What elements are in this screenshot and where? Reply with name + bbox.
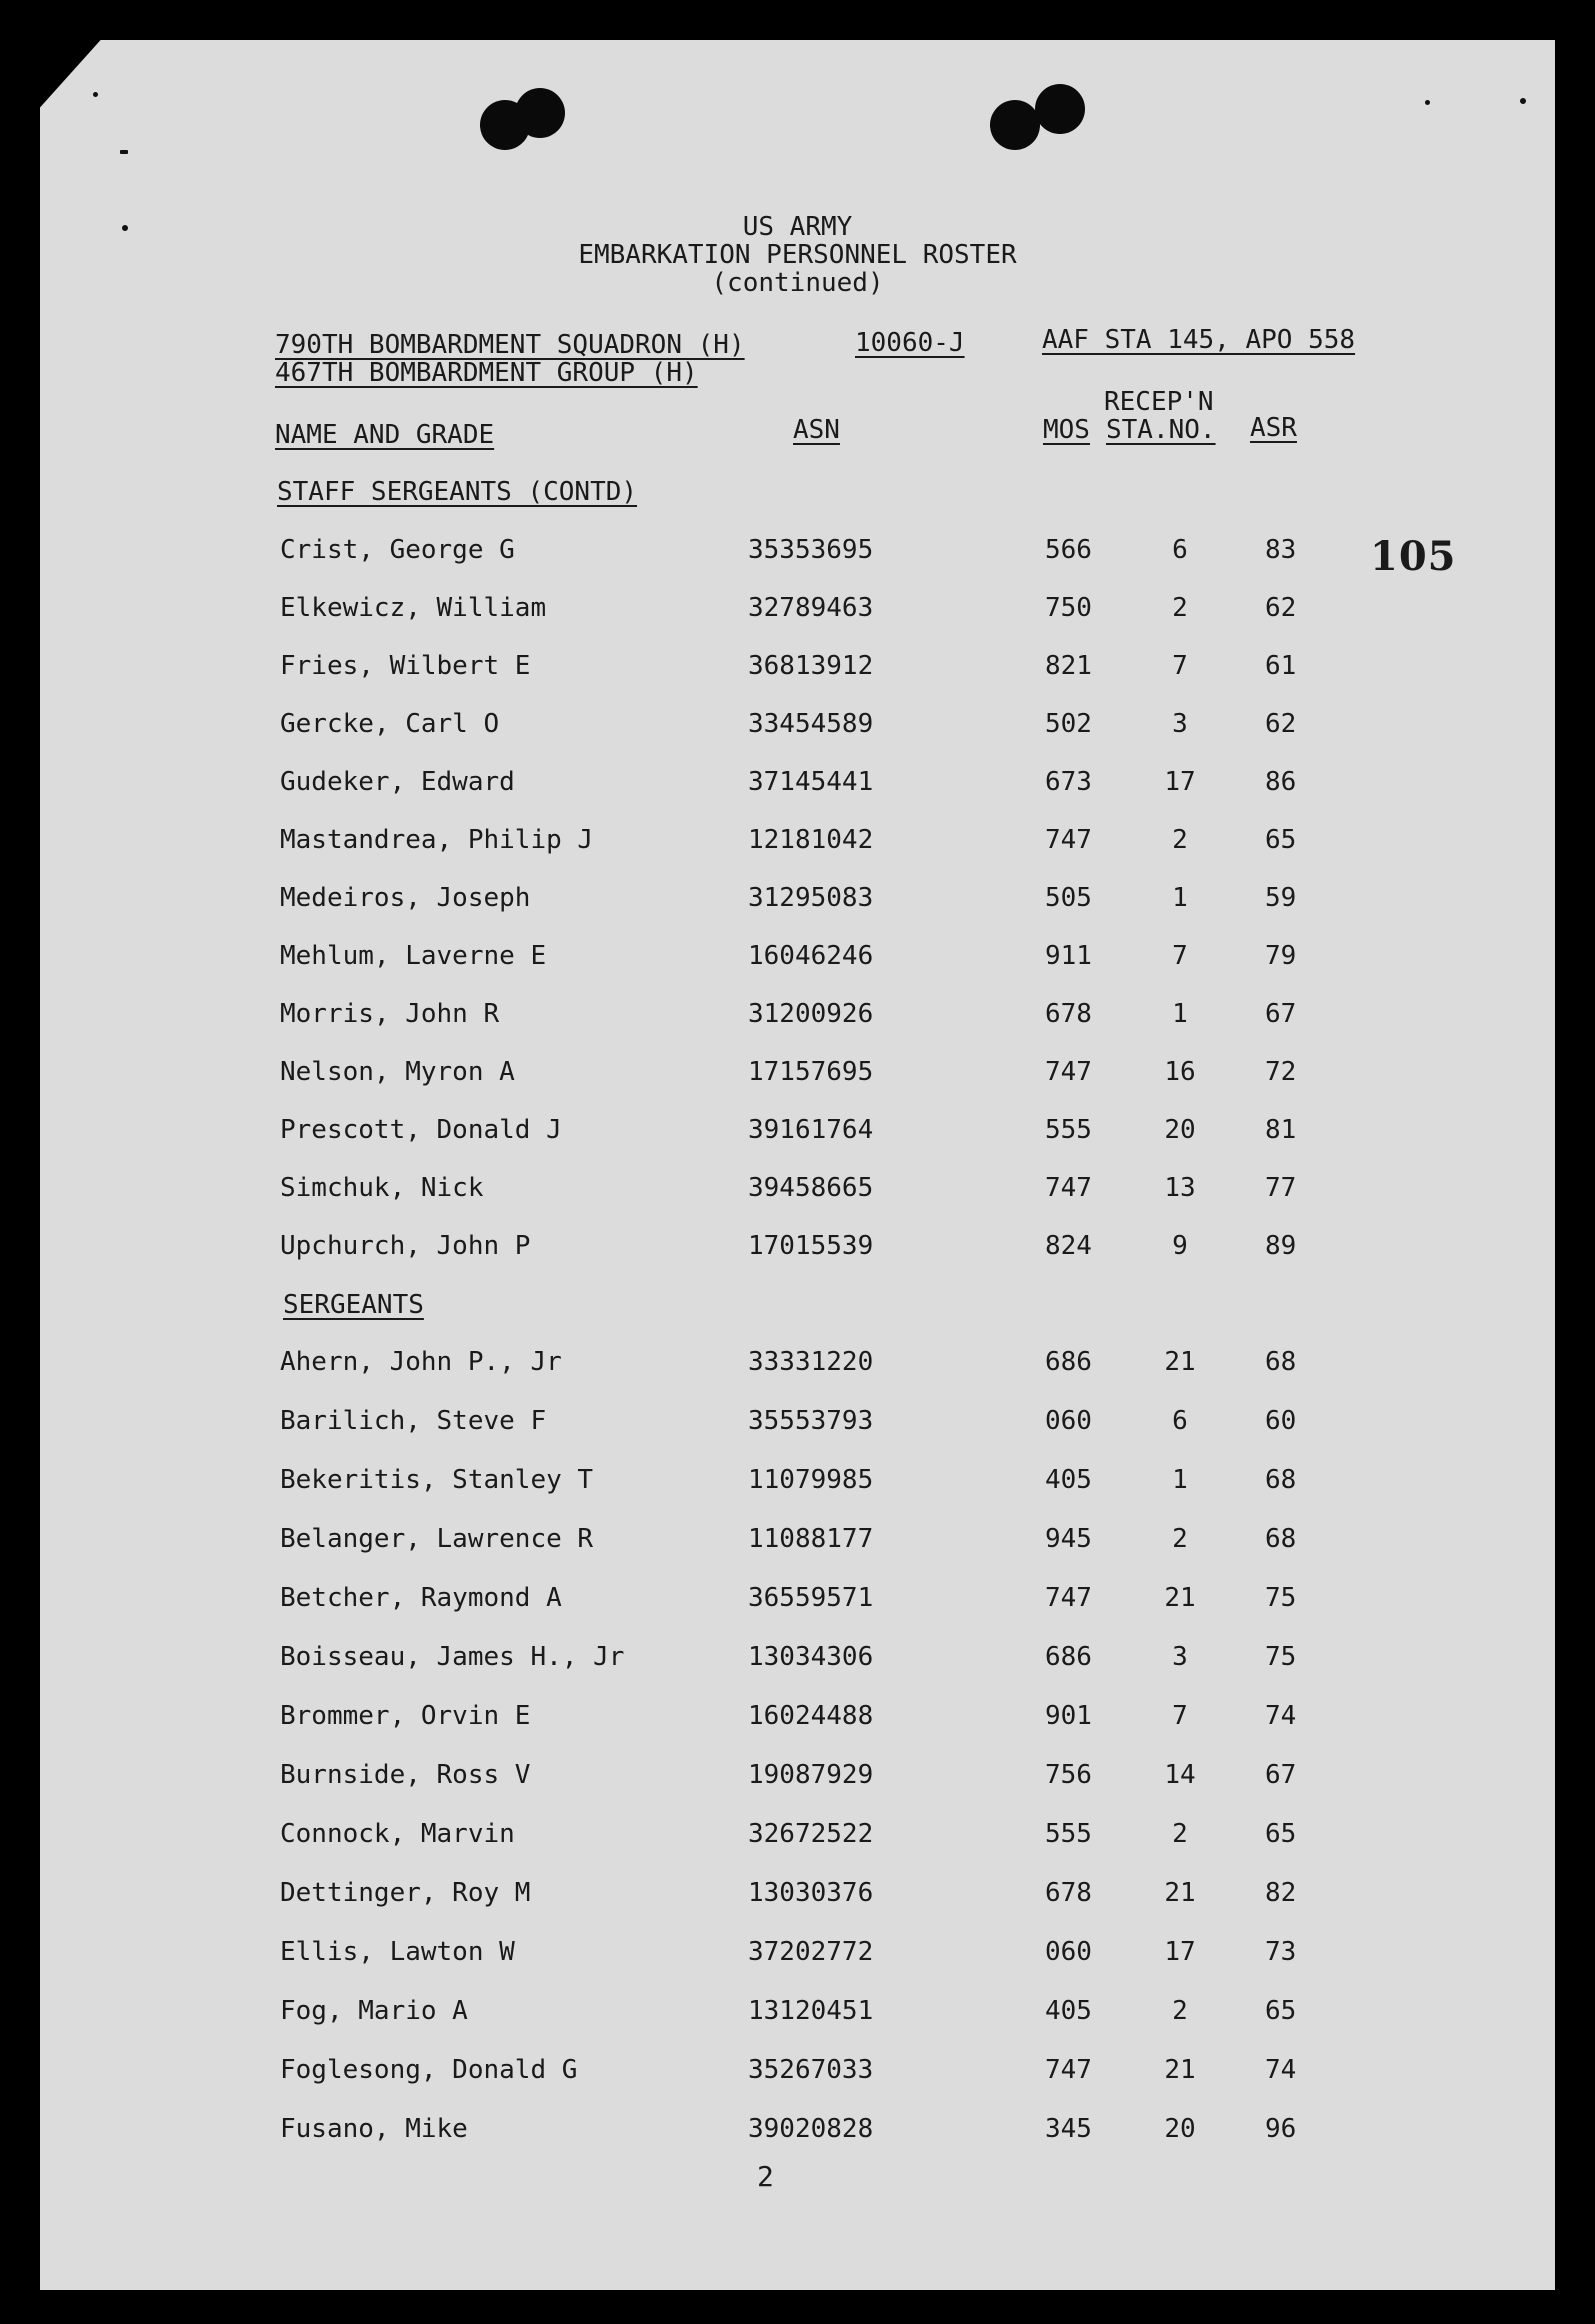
cell-asr: 68 xyxy=(1265,1347,1297,1377)
cell-asn: 33454589 xyxy=(748,709,874,739)
section-title: STAFF SERGEANTS (CONTD) xyxy=(277,477,638,507)
page-number: 2 xyxy=(757,2160,774,2193)
col-header-sta: STA.NO. xyxy=(1106,415,1216,445)
cell-asr: 73 xyxy=(1265,1937,1297,1967)
cell-asr: 75 xyxy=(1265,1642,1297,1672)
cell-sta: 14 xyxy=(1164,1760,1196,1790)
cell-mos: 678 xyxy=(1045,1878,1092,1908)
cell-sta: 13 xyxy=(1164,1173,1196,1203)
cell-name: Betcher, Raymond A xyxy=(280,1583,562,1613)
table-row xyxy=(0,1937,1595,1977)
cell-asn: 39161764 xyxy=(748,1115,874,1145)
cell-asr: 79 xyxy=(1265,941,1297,971)
cell-mos: 555 xyxy=(1045,1819,1092,1849)
header-line-3: (continued) xyxy=(711,268,884,298)
table-row xyxy=(0,1996,1595,2036)
cell-mos: 502 xyxy=(1045,709,1092,739)
table-row xyxy=(0,1878,1595,1918)
cell-mos: 345 xyxy=(1045,2114,1092,2144)
cell-mos: 901 xyxy=(1045,1701,1092,1731)
cell-name: Crist, George G xyxy=(280,535,515,565)
cell-mos: 747 xyxy=(1045,2055,1092,2085)
cell-sta: 2 xyxy=(1172,825,1188,855)
cell-asr: 62 xyxy=(1265,709,1297,739)
cell-sta: 6 xyxy=(1172,1406,1188,1436)
cell-asr: 67 xyxy=(1265,1760,1297,1790)
cell-asn: 16024488 xyxy=(748,1701,874,1731)
cell-name: Ahern, John P., Jr xyxy=(280,1347,562,1377)
cell-sta: 1 xyxy=(1172,1465,1188,1495)
table-row xyxy=(0,1583,1595,1623)
cell-mos: 405 xyxy=(1045,1465,1092,1495)
cell-asr: 83 xyxy=(1265,535,1297,565)
cell-sta: 2 xyxy=(1172,1996,1188,2026)
cell-asr: 67 xyxy=(1265,999,1297,1029)
cell-sta: 2 xyxy=(1172,1524,1188,1554)
cell-mos: 821 xyxy=(1045,651,1092,681)
table-row xyxy=(0,1057,1595,1097)
punch-hole-right xyxy=(1035,84,1085,134)
table-row xyxy=(0,1760,1595,1800)
cell-sta: 21 xyxy=(1164,1878,1196,1908)
cell-asn: 11079985 xyxy=(748,1465,874,1495)
cell-name: Gercke, Carl O xyxy=(280,709,500,739)
cell-mos: 750 xyxy=(1045,593,1092,623)
cell-sta: 6 xyxy=(1172,535,1188,565)
table-row xyxy=(0,1406,1595,1446)
cell-sta: 17 xyxy=(1164,1937,1196,1967)
cell-asr: 59 xyxy=(1265,883,1297,913)
cell-asn: 17015539 xyxy=(748,1231,874,1261)
table-row xyxy=(0,651,1595,691)
cell-asr: 86 xyxy=(1265,767,1297,797)
section-title: SERGEANTS xyxy=(283,1290,424,1320)
cell-sta: 7 xyxy=(1172,1701,1188,1731)
table-row xyxy=(0,1173,1595,1213)
table-row xyxy=(0,593,1595,633)
cell-name: Ellis, Lawton W xyxy=(280,1937,515,1967)
header-line-2: EMBARKATION PERSONNEL ROSTER xyxy=(578,240,1017,270)
cell-sta: 1 xyxy=(1172,999,1188,1029)
cell-mos: 505 xyxy=(1045,883,1092,913)
cell-name: Fog, Mario A xyxy=(280,1996,468,2026)
cell-asn: 32672522 xyxy=(748,1819,874,1849)
cell-asn: 32789463 xyxy=(748,593,874,623)
table-row xyxy=(0,1701,1595,1741)
cell-asr: 77 xyxy=(1265,1173,1297,1203)
cell-mos: 686 xyxy=(1045,1347,1092,1377)
cell-mos: 555 xyxy=(1045,1115,1092,1145)
cell-mos: 405 xyxy=(1045,1996,1092,2026)
cell-asr: 68 xyxy=(1265,1524,1297,1554)
cell-name: Nelson, Myron A xyxy=(280,1057,515,1087)
col-header-asr: ASR xyxy=(1250,413,1297,443)
cell-mos: 747 xyxy=(1045,1173,1092,1203)
table-row xyxy=(0,1115,1595,1155)
cell-sta: 3 xyxy=(1172,1642,1188,1672)
cell-asr: 65 xyxy=(1265,825,1297,855)
group-name: 467TH BOMBARDMENT GROUP (H) xyxy=(275,358,698,388)
cell-mos: 824 xyxy=(1045,1231,1092,1261)
speck xyxy=(93,92,98,97)
cell-sta: 20 xyxy=(1164,1115,1196,1145)
cell-asr: 65 xyxy=(1265,1996,1297,2026)
cell-asn: 11088177 xyxy=(748,1524,874,1554)
cell-asn: 12181042 xyxy=(748,825,874,855)
cell-name: Mehlum, Laverne E xyxy=(280,941,547,971)
cell-name: Burnside, Ross V xyxy=(280,1760,531,1790)
table-row xyxy=(0,1231,1595,1271)
cell-mos: 060 xyxy=(1045,1406,1092,1436)
cell-mos: 911 xyxy=(1045,941,1092,971)
cell-asn: 31295083 xyxy=(748,883,874,913)
cell-asn: 35553793 xyxy=(748,1406,874,1436)
cell-sta: 7 xyxy=(1172,651,1188,681)
cell-asn: 17157695 xyxy=(748,1057,874,1087)
punch-hole-left xyxy=(515,88,565,138)
cell-asn: 39458665 xyxy=(748,1173,874,1203)
cell-asn: 37145441 xyxy=(748,767,874,797)
table-row xyxy=(0,1524,1595,1564)
cell-asr: 82 xyxy=(1265,1878,1297,1908)
cell-asn: 36813912 xyxy=(748,651,874,681)
cell-name: Simchuk, Nick xyxy=(280,1173,484,1203)
cell-sta: 3 xyxy=(1172,709,1188,739)
cell-name: Boisseau, James H., Jr xyxy=(280,1642,625,1672)
table-row xyxy=(0,2114,1595,2154)
col-header-recep: RECEP'N xyxy=(1104,387,1214,417)
cell-mos: 747 xyxy=(1045,1057,1092,1087)
cell-sta: 2 xyxy=(1172,1819,1188,1849)
cell-asr: 74 xyxy=(1265,2055,1297,2085)
cell-asn: 31200926 xyxy=(748,999,874,1029)
cell-mos: 673 xyxy=(1045,767,1092,797)
cell-sta: 21 xyxy=(1164,1347,1196,1377)
cell-mos: 678 xyxy=(1045,999,1092,1029)
cell-sta: 1 xyxy=(1172,883,1188,913)
table-row xyxy=(0,1819,1595,1859)
cell-name: Fusano, Mike xyxy=(280,2114,468,2144)
cell-name: Belanger, Lawrence R xyxy=(280,1524,594,1554)
cell-asn: 36559571 xyxy=(748,1583,874,1613)
cell-asn: 19087929 xyxy=(748,1760,874,1790)
cell-name: Dettinger, Roy M xyxy=(280,1878,531,1908)
cell-name: Gudeker, Edward xyxy=(280,767,515,797)
header-line-1: US ARMY xyxy=(742,212,853,242)
cell-asn: 13030376 xyxy=(748,1878,874,1908)
cell-asr: 60 xyxy=(1265,1406,1297,1436)
cell-asn: 37202772 xyxy=(748,1937,874,1967)
cell-name: Morris, John R xyxy=(280,999,500,1029)
cell-name: Medeiros, Joseph xyxy=(280,883,531,913)
cell-asr: 89 xyxy=(1265,1231,1297,1261)
cell-asn: 35267033 xyxy=(748,2055,874,2085)
cell-asn: 16046246 xyxy=(748,941,874,971)
col-header-mos: MOS xyxy=(1043,415,1090,445)
cell-sta: 16 xyxy=(1164,1057,1196,1087)
unit-code: 10060-J xyxy=(855,328,965,358)
cell-asr: 65 xyxy=(1265,1819,1297,1849)
cell-asn: 39020828 xyxy=(748,2114,874,2144)
cell-mos: 747 xyxy=(1045,825,1092,855)
cell-sta: 21 xyxy=(1164,2055,1196,2085)
cell-sta: 20 xyxy=(1164,2114,1196,2144)
cell-mos: 686 xyxy=(1045,1642,1092,1672)
cell-asr: 62 xyxy=(1265,593,1297,623)
table-row xyxy=(0,535,1595,575)
table-row xyxy=(0,2055,1595,2095)
punch-hole-right xyxy=(990,100,1040,150)
table-row xyxy=(0,999,1595,1039)
cell-asn: 35353695 xyxy=(748,535,874,565)
cell-mos: 945 xyxy=(1045,1524,1092,1554)
cell-asr: 61 xyxy=(1265,651,1297,681)
cell-name: Fries, Wilbert E xyxy=(280,651,531,681)
cell-mos: 060 xyxy=(1045,1937,1092,1967)
squadron-name: 790TH BOMBARDMENT SQUADRON (H) xyxy=(275,330,745,360)
cell-sta: 21 xyxy=(1164,1583,1196,1613)
speck xyxy=(120,150,128,154)
table-row xyxy=(0,1642,1595,1682)
col-header-asn: ASN xyxy=(793,415,840,445)
table-row xyxy=(0,1465,1595,1505)
table-row xyxy=(0,767,1595,807)
cell-sta: 17 xyxy=(1164,767,1196,797)
stamp-number: 105 xyxy=(1370,533,1457,580)
cell-asr: 96 xyxy=(1265,2114,1297,2144)
cell-asr: 68 xyxy=(1265,1465,1297,1495)
cell-asr: 81 xyxy=(1265,1115,1297,1145)
station-address: AAF STA 145, APO 558 xyxy=(1042,325,1356,355)
cell-name: Brommer, Orvin E xyxy=(280,1701,531,1731)
cell-asr: 74 xyxy=(1265,1701,1297,1731)
cell-asn: 13034306 xyxy=(748,1642,874,1672)
cell-name: Upchurch, John P xyxy=(280,1231,531,1261)
speck xyxy=(1520,98,1526,104)
table-row xyxy=(0,941,1595,981)
table-row xyxy=(0,825,1595,865)
cell-name: Connock, Marvin xyxy=(280,1819,515,1849)
cell-name: Barilich, Steve F xyxy=(280,1406,547,1436)
speck xyxy=(1425,100,1430,105)
cell-name: Prescott, Donald J xyxy=(280,1115,562,1145)
cell-name: Mastandrea, Philip J xyxy=(280,825,594,855)
table-row xyxy=(0,1347,1595,1387)
cell-sta: 7 xyxy=(1172,941,1188,971)
cell-asn: 13120451 xyxy=(748,1996,874,2026)
cell-asn: 33331220 xyxy=(748,1347,874,1377)
col-header-name: NAME AND GRADE xyxy=(275,420,495,450)
cell-mos: 566 xyxy=(1045,535,1092,565)
cell-name: Bekeritis, Stanley T xyxy=(280,1465,594,1495)
cell-mos: 756 xyxy=(1045,1760,1092,1790)
cell-sta: 9 xyxy=(1172,1231,1188,1261)
table-row xyxy=(0,883,1595,923)
cell-sta: 2 xyxy=(1172,593,1188,623)
table-row xyxy=(0,709,1595,749)
cell-asr: 75 xyxy=(1265,1583,1297,1613)
cell-name: Foglesong, Donald G xyxy=(280,2055,578,2085)
cell-asr: 72 xyxy=(1265,1057,1297,1087)
cell-name: Elkewicz, William xyxy=(280,593,547,623)
cell-mos: 747 xyxy=(1045,1583,1092,1613)
